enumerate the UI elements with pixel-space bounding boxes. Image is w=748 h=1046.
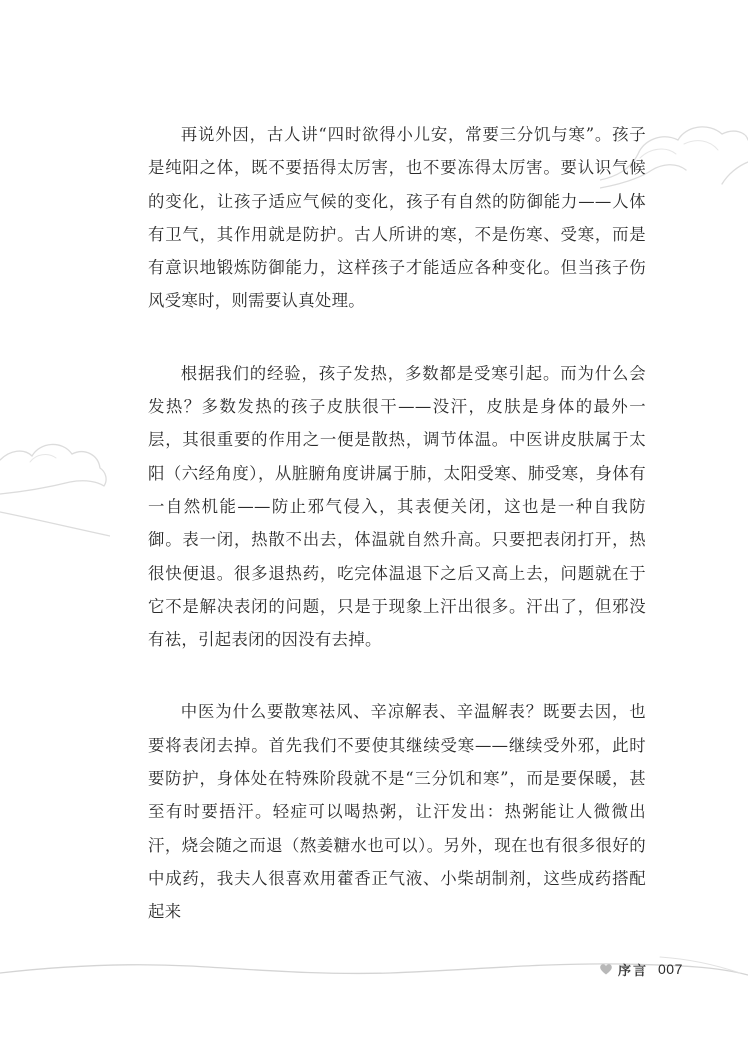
heart-icon bbox=[600, 964, 612, 975]
paragraph-1: 再说外因，古人讲“四时欲得小儿安，常要三分饥与寒”。孩子是纯阳之体，既不要捂得太厉害，也不要冻得太厉害。要认识气候的变化，让孩子适应气候的变化，孩子有自然的防御能力——人体有卫气，其作用就是防护。古人所讲的寒，不是伤寒、受寒，而是有意识地锻炼防御能力，这样孩子才能适应各种变化。但当孩子伤风受寒时，则需要认真处理。 bbox=[148, 125, 646, 311]
paragraph-3: 中医为什么要散寒祛风、辛凉解表、辛温解表？既要去因，也要将表闭去掉。首先我们不要使其继续受寒——继续受外邪，此时要防护，身体处在特殊阶段就不是“三分饥和寒”，而是要保暖，甚至有时要捂汗。轻症可以喝热粥，让汗发出：热粥能让人微微出汗，烧会随之而退（熬姜糖水也可以）。另外，现在也有很多很好的中成药，我夫人很喜欢用藿香正气液、小柴胡制剂，这些成药搭配起来 bbox=[148, 702, 646, 922]
page-number: 007 bbox=[658, 961, 683, 977]
page-footer bbox=[600, 958, 683, 980]
page-body bbox=[148, 118, 646, 929]
section-title: 序言 bbox=[618, 963, 649, 979]
cloud-decoration-left bbox=[0, 432, 110, 542]
paragraph-2: 根据我们的经验，孩子发热，多数都是受寒引起。而为什么会发热？多数发热的孩子皮肤很干——没汗，皮肤是身体的最外一层，其很重要的作用之一便是散热，调节体温。中医讲皮肤属于太阳（六经角度），从脏腑角度讲属于肺，太阳受寒、肺受寒，身体有一自然机能——防止邪气侵入，其表便关闭，这也是一种自我防御。表一闭，热散不出去，体温就自然升高。只要把表闭打开，热很快便退。很多退热药，吃完体温退下之后又高上去，问题就在于它不是解决表闭的问题，只是于现象上汗出很多。汗出了，但邪没有祛，引起表闭的因没有去掉。 bbox=[148, 363, 646, 650]
